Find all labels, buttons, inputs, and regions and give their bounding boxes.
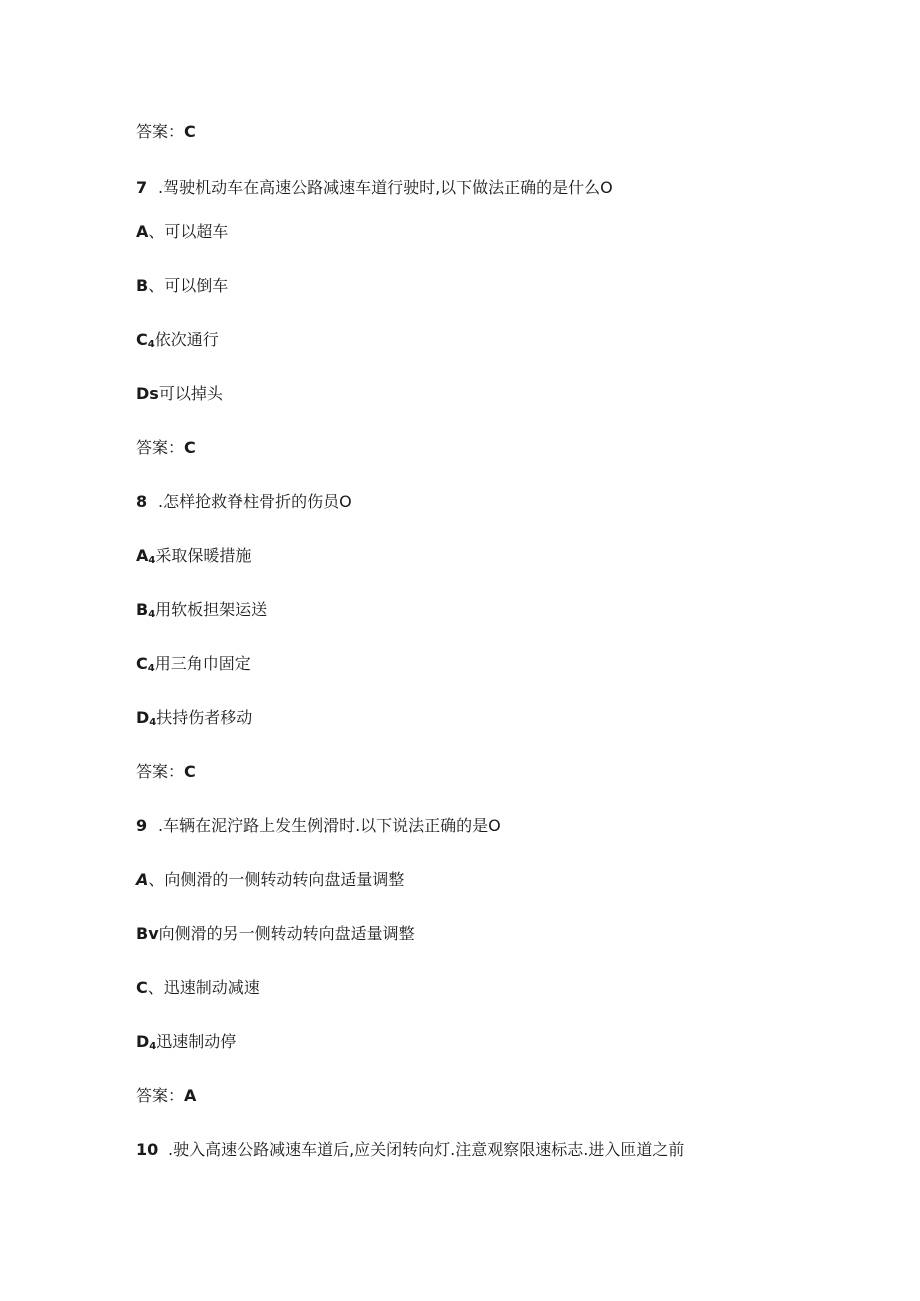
option-text: 采取保暖措施 bbox=[155, 546, 252, 565]
answer-line bbox=[136, 1086, 196, 1106]
option-d bbox=[136, 384, 223, 404]
option-text: 用软板担架运送 bbox=[155, 600, 268, 619]
option-text: 用三角巾固定 bbox=[154, 654, 251, 673]
answer-label: 答案： bbox=[136, 762, 185, 781]
option-text: 向侧滑的一侧转动转向盘适量调整 bbox=[164, 870, 405, 889]
question-text: .车辆在泥泞路上发生例滑时.以下说法正确的是O bbox=[158, 816, 501, 835]
option-label: B bbox=[136, 600, 149, 619]
option-text: 扶持伤者移动 bbox=[156, 708, 253, 727]
option-a bbox=[136, 546, 251, 571]
option-separator: 4 bbox=[147, 339, 155, 350]
option-label: Bv bbox=[136, 924, 159, 943]
option-text: 可以掉头 bbox=[158, 384, 223, 403]
option-text: 迅速制动减速 bbox=[163, 978, 260, 997]
option-separator: 、 bbox=[148, 870, 165, 889]
option-label: A bbox=[136, 546, 149, 565]
answer-line bbox=[136, 122, 196, 142]
option-label: B bbox=[136, 276, 149, 295]
question-text: .驾驶机动车在高速公路减速车道行驶时,以下做法正确的是什么O bbox=[158, 178, 613, 197]
option-text: 依次通行 bbox=[154, 330, 219, 349]
option-text: 可以超车 bbox=[164, 222, 229, 241]
answer-label: 答案： bbox=[136, 122, 185, 141]
option-b bbox=[136, 276, 228, 296]
answer-line bbox=[136, 762, 196, 782]
option-separator: 、 bbox=[148, 276, 165, 295]
option-separator: 4 bbox=[149, 717, 157, 728]
option-separator: 4 bbox=[148, 555, 156, 566]
option-label: Ds bbox=[136, 384, 159, 403]
answer-value: A bbox=[184, 1086, 197, 1105]
option-label: A bbox=[136, 222, 149, 241]
option-c bbox=[136, 330, 219, 355]
option-text: 可以倒车 bbox=[164, 276, 229, 295]
question-text: .驶入高速公路减速车道后,应关闭转向灯.注意观察限速标志.进入匝道之前 bbox=[168, 1140, 685, 1159]
option-label: A bbox=[136, 870, 149, 889]
question-7 bbox=[136, 178, 613, 198]
option-b bbox=[136, 600, 267, 625]
answer-label: 答案： bbox=[136, 438, 185, 457]
option-a bbox=[136, 222, 228, 242]
option-a bbox=[136, 870, 404, 890]
question-text: .怎样抢救脊柱骨折的伤员O bbox=[158, 492, 352, 511]
option-label: C bbox=[136, 978, 148, 997]
option-c bbox=[136, 654, 251, 679]
answer-label: 答案： bbox=[136, 1086, 185, 1105]
option-label: D bbox=[136, 1032, 150, 1051]
question-9 bbox=[136, 816, 501, 836]
option-text: 向侧滑的另一侧转动转向盘适量调整 bbox=[158, 924, 415, 943]
question-10 bbox=[136, 1140, 684, 1160]
option-label: C bbox=[136, 654, 148, 673]
option-separator: 4 bbox=[148, 609, 156, 620]
answer-line bbox=[136, 438, 196, 458]
question-number: 7 bbox=[136, 178, 148, 197]
question-number: 9 bbox=[136, 816, 148, 835]
question-8 bbox=[136, 492, 352, 512]
option-label: D bbox=[136, 708, 150, 727]
option-c bbox=[136, 978, 260, 998]
option-separator: 4 bbox=[147, 663, 155, 674]
option-separator: 、 bbox=[147, 978, 164, 997]
question-number: 10 bbox=[136, 1140, 159, 1159]
option-label: C bbox=[136, 330, 148, 349]
answer-value: C bbox=[184, 122, 196, 141]
answer-value: C bbox=[184, 762, 196, 781]
option-text: 迅速制动停 bbox=[156, 1032, 237, 1051]
option-d bbox=[136, 708, 252, 733]
option-b bbox=[136, 924, 415, 944]
answer-value: C bbox=[184, 438, 196, 457]
question-number: 8 bbox=[136, 492, 148, 511]
option-separator: 4 bbox=[149, 1041, 157, 1052]
option-separator: 、 bbox=[148, 222, 165, 241]
option-d bbox=[136, 1032, 236, 1057]
